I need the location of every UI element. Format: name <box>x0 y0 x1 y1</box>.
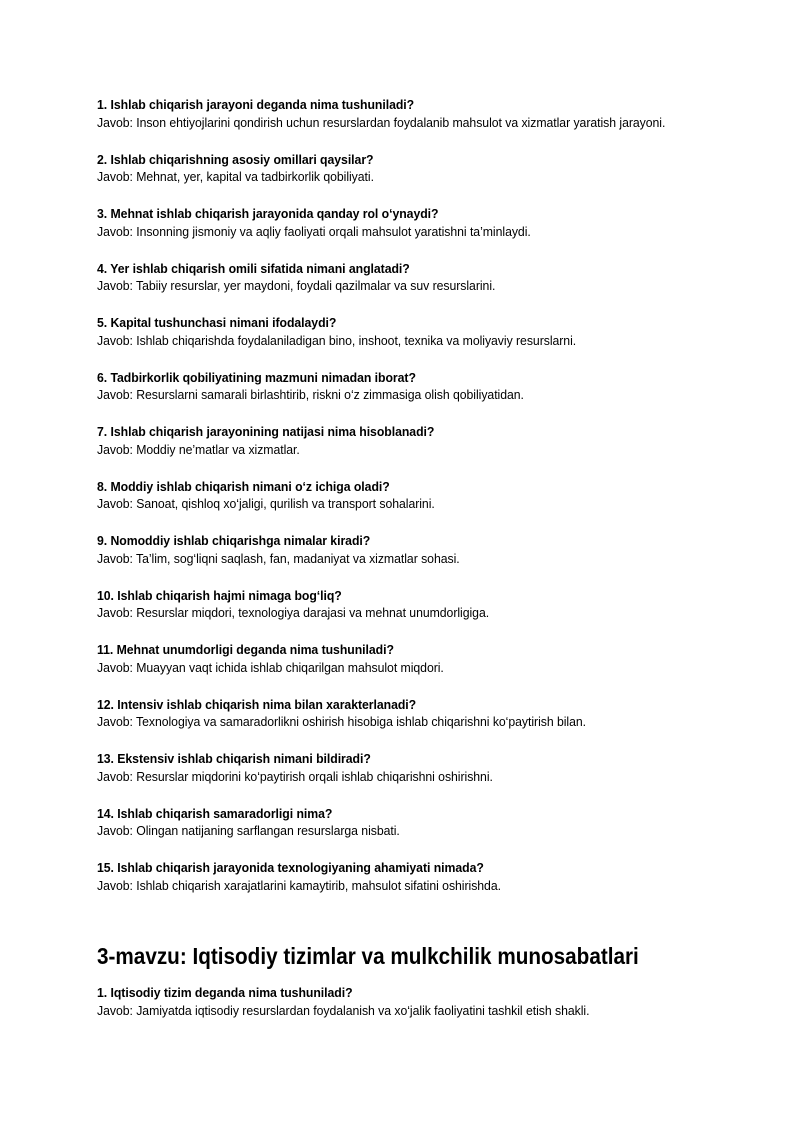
answer: Javob: Jamiyatda iqtisodiy resurslardan foydalanish va xo‘jalik faoliyatini tashkil etish shakli. <box>97 1002 590 1018</box>
qa-item <box>97 369 697 404</box>
answer: Javob: Ta’lim, sog‘liqni saqlash, fan, madaniyat va xizmatlar sohasi. <box>97 550 460 566</box>
question: 1. Ishlab chiqarish jarayoni deganda nima tushuniladi? <box>97 97 415 112</box>
question: 14. Ishlab chiqarish samaradorligi nima? <box>97 805 333 821</box>
answer: Javob: Insonning jismoniy va aqliy faoliyati orqali mahsulot yaratishni ta’minlaydi. <box>97 223 531 239</box>
section-heading: 3-mavzu: Iqtisodiy tizimlar va mulkchilik munosabatlari <box>97 943 639 969</box>
answer: Javob: Resurslarni samarali birlashtirib, riskni o‘z zimmasiga olish qobiliyatidan. <box>97 387 524 402</box>
question: 15. Ishlab chiqarish jarayonida texnologiyaning ahamiyati nimada? <box>97 860 484 875</box>
qa-item <box>97 696 697 731</box>
answer: Javob: Resurslar miqdori, texnologiya darajasi va mehnat unumdorligiga. <box>97 605 490 620</box>
question: 6. Tadbirkorlik qobiliyatining mazmuni nimadan iborat? <box>97 369 416 385</box>
answer: Javob: Sanoat, qishloq xo‘jaligi, qurilish va transport sohalarini. <box>97 496 435 511</box>
qa-item <box>97 314 697 349</box>
qa-item <box>97 96 697 131</box>
qa-item <box>97 260 697 295</box>
answer: Javob: Olingan natijaning sarflangan resurslarga nisbati. <box>97 823 400 838</box>
qa-item <box>97 587 697 622</box>
qa-item <box>97 750 697 785</box>
question: 12. Intensiv ishlab chiqarish nima bilan xarakterlanadi? <box>97 696 417 712</box>
answer: Javob: Texnologiya va samaradorlikni oshirish hisobiga ishlab chiqarishni ko‘paytirish bilan. <box>97 714 587 729</box>
qa-item <box>97 478 697 513</box>
qa-item <box>97 984 697 1019</box>
answer: Javob: Muayyan vaqt ichida ishlab chiqarilgan mahsulot miqdori. <box>97 659 444 675</box>
answer: Javob: Resurslar miqdorini ko‘paytirish orqali ishlab chiqarishni oshirishni. <box>97 768 493 784</box>
qa-item <box>97 205 697 240</box>
question: 2. Ishlab chiqarishning asosiy omillari qaysilar? <box>97 151 374 167</box>
answer: Javob: Mehnat, yer, kapital va tadbirkorlik qobiliyati. <box>97 169 374 184</box>
qa-item <box>97 151 697 186</box>
answer: Javob: Tabiiy resurslar, yer maydoni, foydali qazilmalar va suv resurslarini. <box>97 278 496 293</box>
question: 10. Ishlab chiqarish hajmi nimaga bog‘liq? <box>97 587 342 603</box>
question: 3. Mehnat ishlab chiqarish jarayonida qanday rol o‘ynaydi? <box>97 206 439 221</box>
question: 11. Mehnat unumdorligi deganda nima tushuniladi? <box>97 642 394 657</box>
question: 9. Nomoddiy ishlab chiqarishga nimalar kiradi? <box>97 533 371 548</box>
question: 8. Moddiy ishlab chiqarish nimani o‘z ichiga oladi? <box>97 478 390 494</box>
qa-item <box>97 805 697 840</box>
document-page <box>97 96 697 1039</box>
question: 5. Kapital tushunchasi nimani ifodalaydi? <box>97 315 337 330</box>
question: 13. Ekstensiv ishlab chiqarish nimani bildiradi? <box>97 751 371 766</box>
question: 1. Iqtisodiy tizim deganda nima tushuniladi? <box>97 985 353 1000</box>
answer: Javob: Ishlab chiqarish xarajatlarini kamaytirib, mahsulot sifatini oshirishda. <box>97 877 501 893</box>
answer: Javob: Ishlab chiqarishda foydalaniladigan bino, inshoot, texnika va moliyaviy resurslarni. <box>97 332 577 348</box>
qa-item <box>97 641 697 676</box>
answer: Javob: Moddiy ne’matlar va xizmatlar. <box>97 441 300 457</box>
question: 7. Ishlab chiqarish jarayonining natijasi nima hisoblanadi? <box>97 424 435 439</box>
qa-item <box>97 859 697 894</box>
qa-item <box>97 423 697 458</box>
question: 4. Yer ishlab chiqarish omili sifatida nimani anglatadi? <box>97 260 410 276</box>
qa-item <box>97 532 697 567</box>
answer: Javob: Inson ehtiyojlarini qondirish uchun resurslardan foydalanib mahsulot va xizmatlar yaratish jarayoni. <box>97 114 666 130</box>
